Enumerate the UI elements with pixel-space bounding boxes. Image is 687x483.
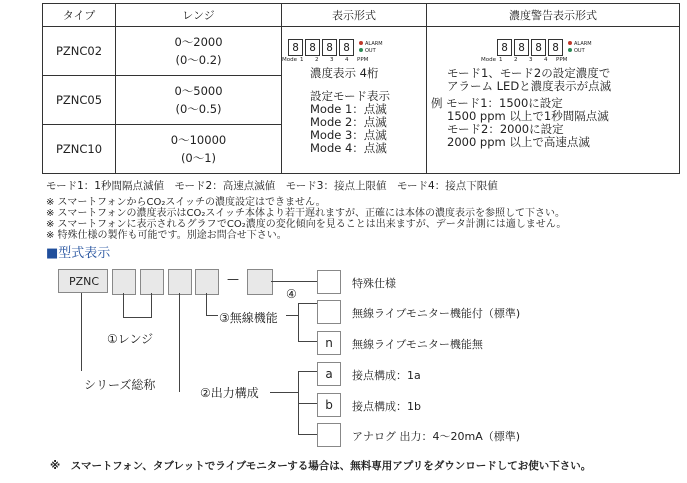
connector-line	[206, 315, 218, 316]
option-code-box: b	[317, 393, 341, 417]
header-range: レンジ	[116, 4, 282, 27]
mode-label: 2	[315, 57, 319, 63]
option-code-box: n	[317, 331, 341, 355]
mode-label: PPM	[556, 57, 568, 63]
bracket-line	[298, 434, 317, 435]
connector-line	[151, 293, 152, 318]
alarm-led-icon	[568, 41, 572, 45]
wireless-label: ③無線機能	[219, 311, 278, 325]
bracket-line	[298, 341, 317, 342]
seven-seg-digit: 8	[548, 39, 563, 56]
spec-table	[42, 3, 680, 174]
header-type: タイプ	[43, 4, 116, 27]
display-mode1: Mode 1：点滅	[310, 102, 387, 116]
led-alarm-label: ALARM	[574, 40, 592, 47]
type-cell: PZNC02	[43, 27, 116, 76]
mode-label: 2	[514, 57, 518, 63]
warning-line3: 例 モード1：1500に設定	[431, 96, 563, 110]
dash-separator: —	[227, 272, 239, 286]
series-label: シリーズ総称	[84, 378, 156, 392]
range-cell	[116, 125, 282, 174]
mode-label: 1	[499, 57, 503, 63]
seven-seg-digit: 8	[339, 39, 354, 56]
bracket-line	[298, 371, 317, 372]
led-indicators	[568, 41, 592, 55]
mode-labels	[481, 57, 679, 63]
option-code-box: a	[317, 362, 341, 386]
bracket-line	[298, 303, 317, 304]
display-format-cell	[282, 27, 427, 174]
range-percent: (0～0.5)	[175, 102, 222, 116]
alarm-led-icon	[359, 41, 363, 45]
seven-seg-digit: 8	[305, 39, 320, 56]
led-out-label: OUT	[365, 47, 376, 54]
seven-seg-digit: 8	[531, 39, 546, 56]
bracket-line	[298, 303, 299, 341]
section-title: ■型式表示	[46, 246, 111, 261]
range-percent: (0～1)	[180, 151, 217, 165]
mode-label: 3	[330, 57, 334, 63]
note-line: ※ スマートフォンからCO₂スイッチの濃度設定はできません。	[46, 197, 326, 208]
option-text: 接点構成：1b	[352, 400, 421, 413]
display-mode3: Mode 3：点滅	[310, 128, 387, 142]
seven-seg-digit: 8	[514, 39, 529, 56]
led-alarm-label: ALARM	[365, 40, 383, 47]
out-led-icon	[568, 48, 572, 52]
connector-line	[271, 281, 317, 282]
connector-line	[81, 293, 82, 371]
mode-labels	[282, 57, 426, 63]
seven-seg-digit: 8	[322, 39, 337, 56]
mode-label: 3	[529, 57, 533, 63]
note-line: ※ スマートフォンの濃度表示はCO₂スイッチ本体より若干遅れますが、正確には本体の濃度表示を参照して下さい。	[46, 208, 566, 219]
mode-legend-note: モード1：1秒間隔点滅値 モード2：高速点滅値 モード3：接点上限値 モード4：接点下限値	[46, 180, 498, 192]
seven-seg-digit: 8	[497, 39, 512, 56]
connector-line	[206, 293, 207, 315]
mode-label: Mode	[282, 57, 297, 63]
option-code-box	[317, 423, 341, 447]
range-digit-box	[140, 269, 164, 295]
footer-note: ※ スマートフォン、タブレットでライブモニターする場合は、無料専用アプリをダウンロードしてお使い下さい。	[50, 460, 592, 472]
header-warning: 濃度警告表示形式	[427, 4, 680, 27]
range-value: 0～5000	[174, 84, 223, 98]
mode-label: PPM	[357, 57, 369, 63]
note-line: ※ スマートフォンに表示されるグラフでCO₂濃度の変化傾向を見ることは出来ますが、データ計測には適しません。	[46, 219, 567, 230]
option-code-box	[317, 300, 341, 324]
type-cell: PZNC05	[43, 76, 116, 125]
range-percent: (0～0.2)	[175, 53, 222, 67]
wireless-code-box	[195, 269, 219, 295]
warning-line6: 2000 ppm 以上で高速点滅	[447, 135, 590, 149]
option-text: 無線ライブモニター機能付（標準)	[352, 307, 521, 320]
display-mode2: Mode 2：点滅	[310, 115, 387, 129]
range-label: ①レンジ	[107, 332, 154, 346]
connector-line	[179, 293, 180, 392]
range-value: 0～2000	[174, 35, 223, 49]
warning-line1: モード1、モード2の設定濃度で	[447, 66, 611, 80]
table-row	[43, 27, 680, 76]
connector-line	[123, 293, 124, 318]
header-display: 表示形式	[282, 4, 427, 27]
option-code-box	[317, 270, 341, 294]
range-cell	[116, 76, 282, 125]
range-value: 0～10000	[170, 133, 227, 147]
display-mode4: Mode 4：点滅	[310, 141, 387, 155]
warning-format-cell	[427, 27, 680, 174]
warning-line2: アラーム LEDと濃度表示が点滅	[447, 79, 612, 93]
display-digits-text: 濃度表示 4桁	[310, 66, 379, 80]
special-code-box	[247, 269, 273, 295]
output-label: ②出力構成	[200, 386, 259, 400]
seven-seg-digit: 8	[288, 39, 303, 56]
connector-line	[123, 317, 152, 318]
option-text: アナログ 出力：4～20mA（標準)	[352, 430, 521, 443]
led-out-label: OUT	[574, 47, 585, 54]
special-label: ④	[286, 287, 297, 301]
mode-label: 4	[544, 57, 548, 63]
mode-label: 4	[345, 57, 349, 63]
warning-line4: 1500 ppm 以上で1秒間隔点滅	[447, 109, 609, 123]
bracket-line	[270, 392, 298, 393]
option-text: 接点構成：1a	[352, 369, 421, 382]
display-setmode-text: 設定モード表示	[310, 89, 391, 103]
bracket-line	[298, 403, 317, 404]
out-led-icon	[359, 48, 363, 52]
option-text: 特殊仕様	[352, 277, 396, 290]
range-cell	[116, 27, 282, 76]
mode-label: Mode	[481, 57, 496, 63]
type-cell: PZNC10	[43, 125, 116, 174]
warning-line5: モード2：2000に設定	[447, 122, 564, 136]
led-indicators	[359, 41, 383, 55]
output-code-box	[168, 269, 192, 295]
model-prefix-box: PZNC	[58, 269, 108, 293]
bracket-line	[286, 315, 298, 316]
mode-label: 1	[300, 57, 304, 63]
option-text: 無線ライブモニター機能無	[352, 338, 483, 351]
range-digit-box	[112, 269, 136, 295]
note-line: ※ 特殊仕様の製作も可能です。別途お問合せ下さい。	[46, 230, 287, 241]
table-header-row	[43, 4, 680, 27]
